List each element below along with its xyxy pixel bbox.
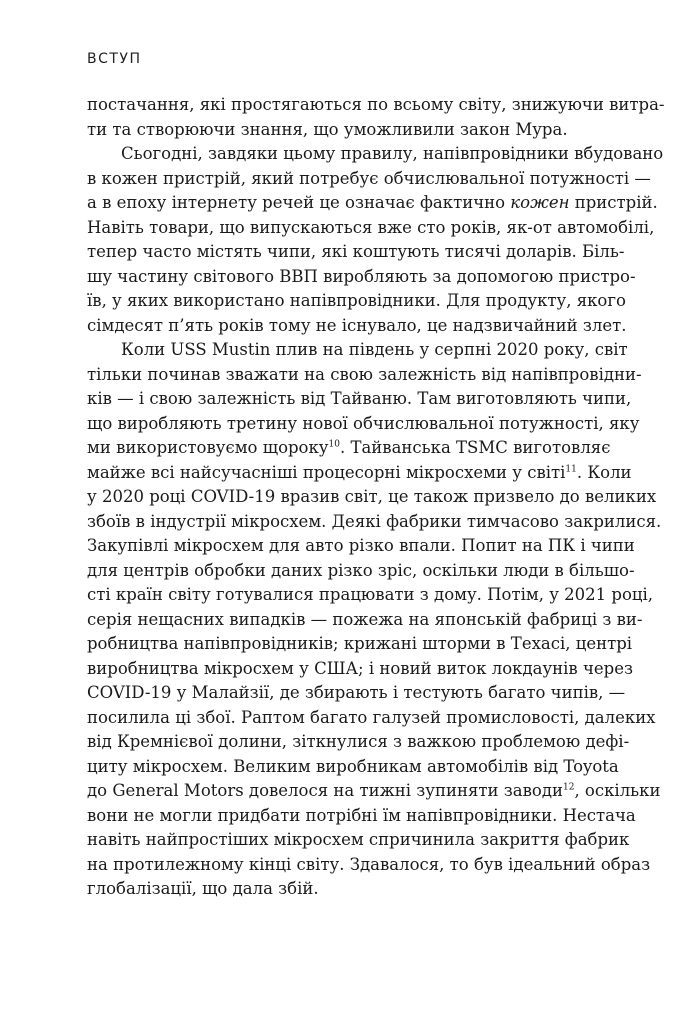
running-head: ВСТУП xyxy=(87,51,142,67)
text-line xyxy=(87,828,630,853)
text-fragment: а в епоху інтернету речей це означає фактично xyxy=(87,193,511,212)
text-fragment: постачання, які простягаються по всьому світу, знижуючи витра- xyxy=(87,95,665,114)
text-fragment: тепер часто містять чипи, які коштують тисячі доларів. Біль- xyxy=(87,242,625,261)
text-line xyxy=(87,240,625,265)
text-fragment: для центрів обробки даних різко зріс, оскільки люди в більшо- xyxy=(87,560,635,580)
text-fragment: тільки починав зважати на свою залежність від напівпровідни- xyxy=(87,364,642,384)
text-line xyxy=(87,338,628,363)
text-line xyxy=(87,534,635,559)
text-line xyxy=(87,216,655,241)
text-fragment: пристрій. xyxy=(569,193,658,212)
text-line xyxy=(87,681,626,706)
body-text xyxy=(87,93,665,902)
text-fragment: Закупівлі мікросхем для авто різко впали. Попит на ПК і чипи xyxy=(87,536,635,555)
text-line xyxy=(87,853,651,878)
text-fragment: кожен xyxy=(510,193,570,212)
text-line xyxy=(87,877,597,902)
text-fragment: до General Motors довелося на тижні зупиняти заводи xyxy=(87,781,563,800)
text-line xyxy=(87,363,642,388)
text-fragment: . Тайванська TSMC виготовляє xyxy=(339,438,611,457)
text-line xyxy=(87,461,632,486)
text-line xyxy=(87,93,665,118)
text-fragment: збоїв в індустрії мікросхем. Деякі фабрики тимчасово закрилися. xyxy=(87,511,662,531)
text-fragment: Сьогодні, завдяки цьому правилу, напівпровідники вбудовано xyxy=(121,144,664,163)
text-fragment: серія нещасних випадків — пожежа на японській фабриці з ви- xyxy=(87,609,643,629)
text-line xyxy=(87,779,661,804)
text-line xyxy=(87,412,640,437)
text-line xyxy=(87,583,654,608)
text-fragment: , оскільки xyxy=(574,781,661,800)
text-fragment: ти та створюючи знання, що уможливили закон Мура. xyxy=(87,119,568,139)
text-line xyxy=(87,142,664,167)
text-line xyxy=(87,706,656,731)
text-fragment: навіть найпростіших мікросхем спричинила закриття фабрик xyxy=(87,830,630,849)
text-line xyxy=(87,632,633,657)
text-line xyxy=(87,289,626,314)
text-line xyxy=(87,191,658,216)
text-line xyxy=(87,559,635,584)
text-fragment: глобалізації, що дала збій. xyxy=(87,879,319,898)
text-line xyxy=(87,387,632,412)
text-fragment: що виробляють третину нової обчислювальної потужності, яку xyxy=(87,413,640,433)
text-line xyxy=(87,804,636,829)
footnote-ref: 11 xyxy=(565,464,577,474)
text-line xyxy=(87,510,662,535)
text-fragment: майже всі найсучасніші процесорні мікросхеми у світі xyxy=(87,462,566,482)
text-fragment: в кожен пристрій, який потребує обчислювальної потужності — xyxy=(87,168,651,188)
text-line xyxy=(87,436,611,461)
text-fragment: виробництва мікросхем у США; і новий виток локдаунів через xyxy=(87,658,633,678)
footnote-ref: 10 xyxy=(328,439,340,450)
text-line xyxy=(87,755,619,780)
text-line xyxy=(87,167,651,192)
text-fragment: ми використовуємо щороку xyxy=(87,438,329,457)
text-fragment: їв, у яких використано напівпровідники. Для продукту, якого xyxy=(87,291,626,310)
footnote-ref: 12 xyxy=(562,782,575,793)
text-fragment: вони не могли придбати потрібні їм напівпровідники. Нестача xyxy=(87,805,636,825)
text-line xyxy=(87,485,657,510)
text-line xyxy=(87,118,597,143)
text-fragment: Коли USS Mustin плив на південь у серпні 2020 року, світ xyxy=(121,340,628,359)
text-fragment: . Коли xyxy=(576,462,632,482)
text-fragment: робництва напівпровідників; крижані шторми в Техасі, центрі xyxy=(87,634,633,653)
text-line xyxy=(87,314,627,339)
text-fragment: від Кремнієвої долини, зіткнулися з важкою проблемою дефі- xyxy=(87,732,630,751)
text-fragment: Навіть товари, що випускаються вже сто років, як-от автомобілі, xyxy=(87,217,655,237)
text-line xyxy=(87,657,633,682)
text-fragment: у 2020 році COVID-19 вразив світ, це також призвело до великих xyxy=(87,487,657,506)
text-fragment: циту мікросхем. Великим виробникам автомобілів від Toyota xyxy=(87,756,619,776)
text-fragment: сті країн світу готувалися працювати з дому. Потім, у 2021 році, xyxy=(87,585,654,604)
text-fragment: посилила ці збої. Раптом багато галузей промисловості, далеких xyxy=(87,707,656,727)
text-line xyxy=(87,608,643,633)
text-line xyxy=(87,265,636,290)
text-line xyxy=(87,730,630,755)
text-fragment: COVID-19 у Малайзії, де збирають і тестують багато чипів, — xyxy=(87,683,626,702)
text-fragment: ків — і свою залежність від Тайваню. Там виготовляють чипи, xyxy=(87,389,632,408)
text-fragment: сімдесят п’ять років тому не існувало, це надзвичайний злет. xyxy=(87,315,627,335)
text-fragment: шу частину світового ВВП виробляють за допомогою пристро- xyxy=(87,266,636,286)
text-fragment: на протилежному кінці світу. Здавалося, то був ідеальний образ xyxy=(87,854,651,874)
